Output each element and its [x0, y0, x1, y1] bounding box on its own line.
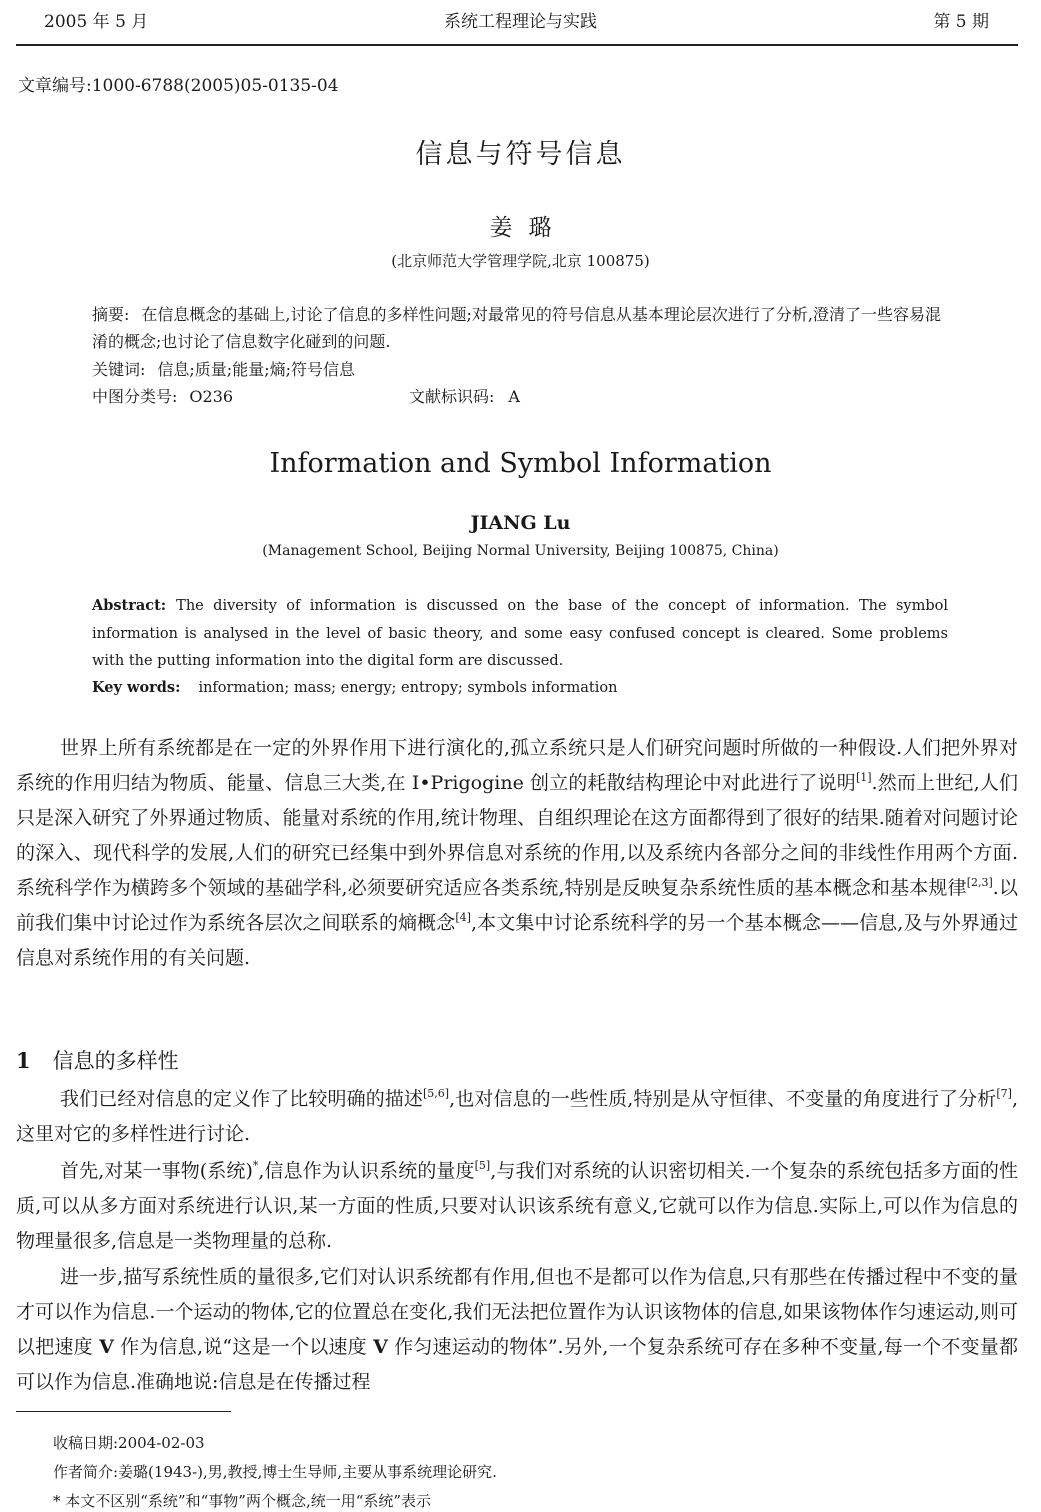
- intro-text-3: .以前我们集中讨论过作为系统各层次之间联系的熵概念: [16, 877, 1018, 934]
- footnote-author-bio: 作者简介:姜璐(1943-),男,教授,博士生导师,主要从事系统理论研究.: [53, 1463, 497, 1481]
- paragraph-text: 我们已经对信息的定义作了比较明确的描述: [60, 1088, 424, 1110]
- paragraph-text: ,也对信息的一些性质,特别是从守恒律、不变量的角度进行了分析: [449, 1088, 997, 1110]
- running-header-date: 2005 年 5 月: [44, 12, 149, 32]
- body-paragraph: [16, 1154, 1018, 1259]
- english-keywords-label: Key words:: [92, 679, 181, 696]
- paragraph-text: 首先,对某一事物(系统): [60, 1160, 253, 1182]
- paragraph-text: 进一步,描写系统性质的量很多,它们对认识系统都有作用,但也不是都可以作为信息,只有那些在传播过程中不变的量才可以作为信息.一个运动的物体,它的位置总在变化,我们无法把位置作为认识该物体的信息,如果该物体作匀速运动,则可以把速度: [16, 1266, 1018, 1358]
- document-code: [409, 383, 520, 410]
- chinese-abstract-label: 摘要:: [92, 305, 130, 324]
- chinese-abstract-text: 在信息概念的基础上,讨论了信息的多样性问题;对最常见的符号信息从基本理论层次进行了分析,澄清了一些容易混淆的概念;也讨论了信息数字化碰到的问题.: [92, 305, 941, 351]
- intro-text-1: 世界上所有系统都是在一定的外界作用下进行演化的,孤立系统只是人们研究问题时所做的一种假设.人们把外界对系统的作用归结为物质、能量、信息三大类,在 I•Prigogine 创立的耗散结构理论中对此进行了说明: [16, 737, 1018, 794]
- body-paragraph: [16, 1082, 1018, 1152]
- body-paragraph: [16, 1260, 1018, 1400]
- document-code-value: A: [508, 387, 520, 406]
- article-number: 文章编号:1000-6788(2005)05-0135-04: [18, 76, 339, 96]
- footnote-marker: *: [252, 1159, 259, 1172]
- classification-value: O236: [189, 387, 234, 406]
- footnote-note: * 本文不区别“系统”和“事物”两个概念,统一用“系统”表示: [53, 1492, 432, 1510]
- chinese-keywords-label: 关键词:: [92, 360, 146, 379]
- english-abstract: [92, 592, 948, 676]
- chinese-title: 信息与符号信息: [415, 139, 626, 170]
- footnote-received-date: 收稿日期:2004-02-03: [53, 1434, 205, 1452]
- citation-ref: [5,6]: [423, 1087, 450, 1100]
- chinese-keywords: [92, 356, 355, 383]
- intro-text-4: ,本文集中讨论系统科学的另一个基本概念——信息,及与外界通过信息对系统作用的有关问题.: [16, 912, 1018, 969]
- header-rule: [16, 44, 1018, 46]
- variable-v: V: [373, 1336, 388, 1358]
- english-abstract-label: Abstract:: [92, 597, 167, 614]
- english-title: Information and Symbol Information: [269, 448, 772, 479]
- document-code-label: 文献标识码:: [409, 387, 495, 406]
- citation-ref: [1]: [855, 771, 872, 784]
- section-title: 信息的多样性: [52, 1049, 179, 1073]
- english-keywords: [92, 674, 948, 703]
- footnote-rule: [16, 1411, 231, 1412]
- chinese-affiliation: (北京师范大学管理学院,北京 100875): [391, 252, 650, 270]
- english-keywords-text: information; mass; energy; entropy; symbols information: [198, 680, 618, 696]
- chinese-keywords-text: 信息;质量;能量;熵;符号信息: [157, 360, 355, 379]
- english-affiliation: (Management School, Beijing Normal University, Beijing 100875, China): [262, 543, 779, 559]
- intro-paragraph: [16, 731, 1018, 976]
- paragraph-text: ,信息作为认识系统的量度: [258, 1160, 475, 1182]
- english-author: JIANG Lu: [470, 512, 571, 534]
- paragraph-text: ,与我们对系统的认识密切相关.一个复杂的系统包括多方面的性质,可以从多方面对系统进行认识,某一方面的性质,只要对认识该系统有意义,它就可以作为信息.实际上,可以作为信息的物理量很多,信息是一类物理量的总称.: [16, 1160, 1018, 1252]
- variable-v: V: [99, 1336, 114, 1358]
- running-header-journal: 系统工程理论与实践: [444, 12, 597, 32]
- section-heading: [16, 1045, 179, 1077]
- chinese-abstract: [92, 301, 952, 355]
- paragraph-text: 作为信息,说“这是一个以速度: [113, 1336, 374, 1358]
- paragraph-text: 作匀速运动的物体”.另外,一个复杂系统可存在多种不变量,每一个不变量都可以作为信息.准确地说:信息是在传播过程: [16, 1336, 1018, 1393]
- citation-ref: [7]: [996, 1087, 1012, 1100]
- english-abstract-text: The diversity of information is discussed on the base of the concept of information. The symbol information is analysed in the level of basic theory, and some easy confused concept is cleared. Some problems with the putting information into the digital form are discussed.: [92, 598, 948, 669]
- paragraph-text: ,这里对它的多样性进行讨论.: [16, 1088, 1018, 1145]
- citation-ref: [5]: [474, 1159, 491, 1172]
- citation-ref: [2,3]: [966, 876, 993, 889]
- intro-text-2: .然而上世纪,人们只是深入研究了外界通过物质、能量对系统的作用,统计物理、自组织理论在这方面都得到了很好的结果.随着对问题讨论的深入、现代科学的发展,人们的研究已经集中到外界信息对系统的作用,以及系统内各部分之间的非线性作用两个方面.系统科学作为横跨多个领域的基础学科,必须要研究适应各类系统,特别是反映复杂系统性质的基本概念和基本规律: [16, 772, 1018, 899]
- running-header-issue: 第 5 期: [933, 12, 989, 32]
- classification-label: 中图分类号:: [92, 387, 178, 406]
- section-number: 1: [16, 1048, 31, 1073]
- citation-ref: [4]: [455, 911, 471, 924]
- classification-number: [92, 383, 233, 410]
- chinese-author: 姜璐: [489, 215, 568, 241]
